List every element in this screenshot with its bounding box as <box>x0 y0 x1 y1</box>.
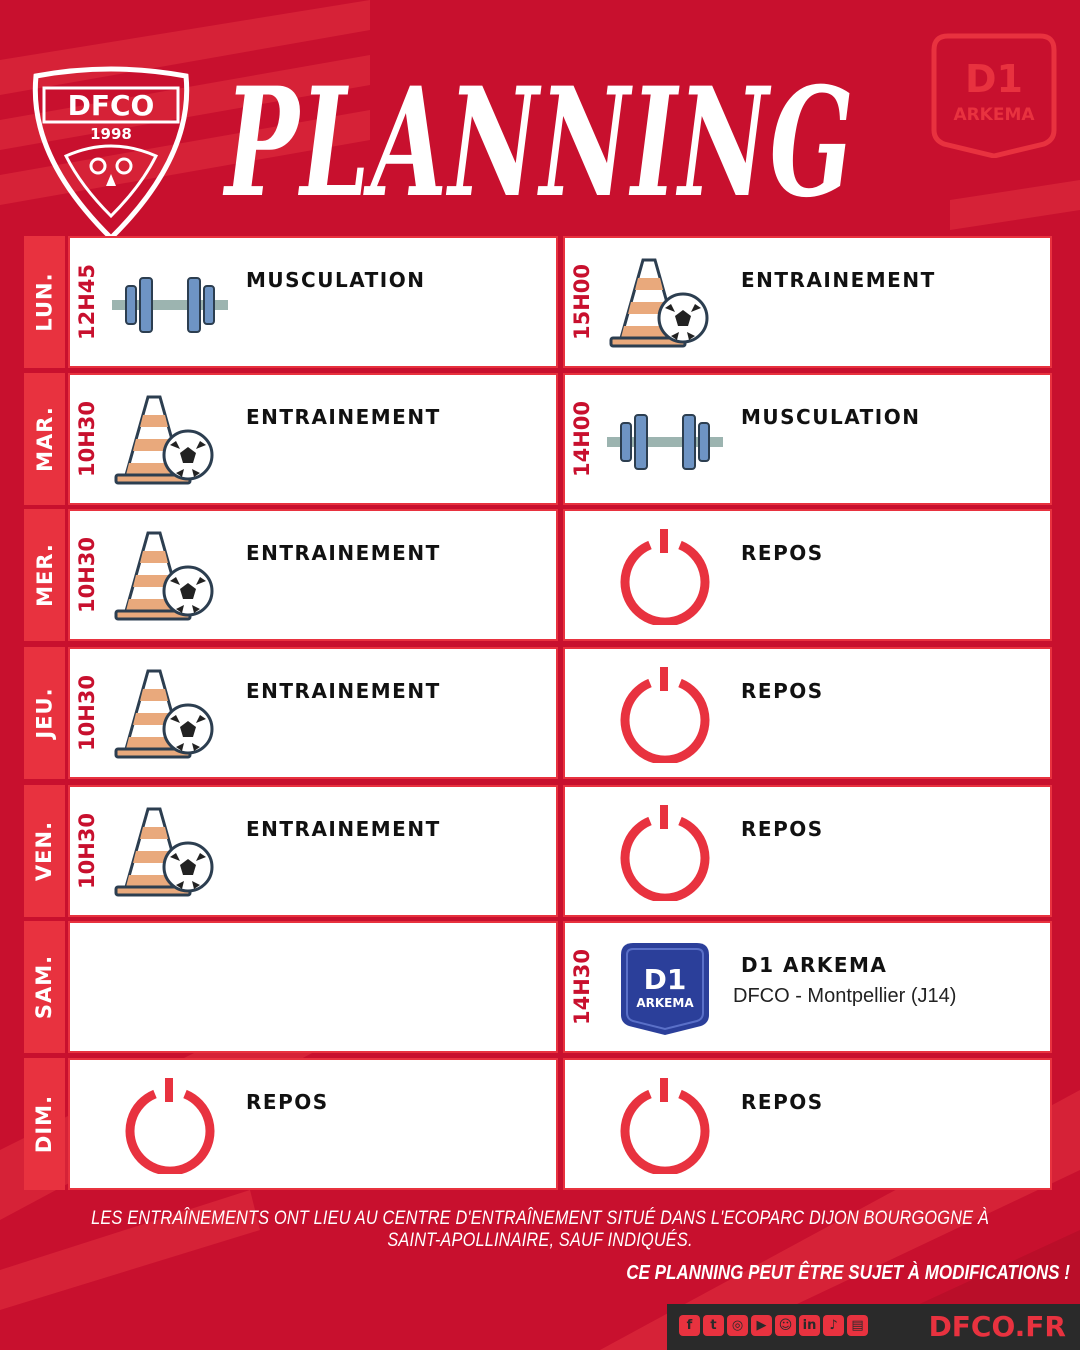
d1-arkema-badge <box>928 30 1060 158</box>
session-cell-left <box>68 236 558 368</box>
session-cell-left <box>68 373 558 505</box>
session-cell-right <box>563 373 1052 505</box>
dumbbell-icon <box>110 256 230 352</box>
session-cell-right <box>563 1058 1052 1190</box>
session-time-text: 10H30 <box>75 674 99 752</box>
session-cell-left <box>68 1058 558 1190</box>
day-tab <box>24 785 65 917</box>
day-tab <box>24 509 65 641</box>
power-icon <box>605 1078 725 1174</box>
twitch-icon[interactable]: ▤ <box>847 1315 868 1336</box>
power-icon <box>605 667 725 763</box>
cone-ball-icon <box>110 529 230 625</box>
facebook-icon[interactable]: f <box>679 1315 700 1336</box>
day-tab <box>24 647 65 779</box>
session-label: MUSCULATION <box>741 405 921 429</box>
session-time <box>569 923 595 1051</box>
title-text: PLANNING <box>222 55 856 225</box>
session-time-text: 12H45 <box>75 263 99 341</box>
session-time <box>74 238 100 366</box>
session-cell-right <box>563 647 1052 779</box>
session-cell-left <box>68 921 558 1053</box>
session-label: REPOS <box>741 1090 824 1114</box>
training-location-note: LES ENTRAÎNEMENTS ONT LIEU AU CENTRE D'ENTRAÎNEMENT SITUÉ DANS L'ECOPARC DIJON BOURGOGNE À SAINT-APOLLINAIRE, SAUF INDIQUÉS. <box>91 1208 989 1251</box>
youtube-icon[interactable]: ▶ <box>751 1315 772 1336</box>
planning-row <box>24 236 1052 368</box>
planning-row <box>24 373 1052 505</box>
power-icon <box>110 1078 230 1174</box>
badge-top-text: D1 <box>965 57 1023 101</box>
session-time <box>569 375 595 503</box>
svg-text:D1: D1 <box>643 963 687 996</box>
session-cell-left <box>68 647 558 779</box>
cone-ball-icon <box>110 393 230 489</box>
session-time <box>74 649 100 777</box>
session-label: ENTRAINEMENT <box>246 541 441 565</box>
session-time <box>74 787 100 915</box>
session-time-text: 10H30 <box>75 812 99 890</box>
power-icon <box>605 805 725 901</box>
session-label: D1 ARKEMA <box>741 953 888 977</box>
session-label: ENTRAINEMENT <box>246 817 441 841</box>
session-label: REPOS <box>741 541 824 565</box>
d1-arkema-logo <box>605 941 725 1037</box>
cone-ball-icon <box>110 805 230 901</box>
svg-text:ARKEMA: ARKEMA <box>636 996 694 1010</box>
footer-bar <box>667 1304 1080 1350</box>
dfco-crest-logo <box>26 66 196 242</box>
session-time-text: 15H00 <box>570 263 594 341</box>
day-tab <box>24 373 65 505</box>
session-time-text: 14H00 <box>570 400 594 478</box>
session-label: ENTRAINEMENT <box>741 268 936 292</box>
session-time-text: 10H30 <box>75 536 99 614</box>
day-label: VEN. <box>32 820 57 882</box>
session-cell-right <box>563 921 1052 1053</box>
page-title <box>215 55 875 225</box>
website-link[interactable]: DFCO.FR <box>928 1310 1066 1343</box>
header <box>0 0 1080 235</box>
planning-row <box>24 509 1052 641</box>
planning-row <box>24 647 1052 779</box>
session-label: REPOS <box>741 679 824 703</box>
planning-row <box>24 921 1052 1053</box>
session-cell-right <box>563 236 1052 368</box>
social-links <box>679 1315 868 1336</box>
snapchat-icon[interactable]: ☺ <box>775 1315 796 1336</box>
day-label: DIM. <box>32 1094 57 1154</box>
day-label: MER. <box>32 543 57 607</box>
day-label: SAM. <box>32 954 57 1020</box>
planning-row <box>24 785 1052 917</box>
cone-ball-icon <box>605 256 725 352</box>
planning-row <box>24 1058 1052 1190</box>
dumbbell-icon <box>605 393 725 489</box>
session-label: ENTRAINEMENT <box>246 679 441 703</box>
session-cell-left <box>68 785 558 917</box>
cone-ball-icon <box>110 667 230 763</box>
tiktok-icon[interactable]: ♪ <box>823 1315 844 1336</box>
linkedin-icon[interactable]: in <box>799 1315 820 1336</box>
session-time <box>74 511 100 639</box>
twitter-icon[interactable]: t <box>703 1315 724 1336</box>
crest-year: 1998 <box>90 125 132 143</box>
schedule-disclaimer: CE PLANNING PEUT ÊTRE SUJET À MODIFICATIONS ! <box>626 1262 1070 1284</box>
session-label: REPOS <box>741 817 824 841</box>
session-time <box>569 238 595 366</box>
session-cell-left <box>68 509 558 641</box>
session-cell-right <box>563 785 1052 917</box>
day-tab <box>24 1058 65 1190</box>
power-icon <box>605 529 725 625</box>
session-detail: DFCO - Montpellier (J14) <box>733 985 957 1007</box>
session-cell-right <box>563 509 1052 641</box>
session-time-text: 10H30 <box>75 400 99 478</box>
session-label: MUSCULATION <box>246 268 426 292</box>
day-label: MAR. <box>32 406 57 472</box>
session-label: ENTRAINEMENT <box>246 405 441 429</box>
badge-bottom-text: ARKEMA <box>953 105 1035 125</box>
instagram-icon[interactable]: ◎ <box>727 1315 748 1336</box>
session-time-text: 14H30 <box>570 948 594 1026</box>
day-label: JEU. <box>32 687 57 739</box>
day-label: LUN. <box>32 272 57 332</box>
session-label: REPOS <box>246 1090 329 1114</box>
session-time <box>74 375 100 503</box>
day-tab <box>24 921 65 1053</box>
crest-text: DFCO <box>67 89 155 122</box>
day-tab <box>24 236 65 368</box>
